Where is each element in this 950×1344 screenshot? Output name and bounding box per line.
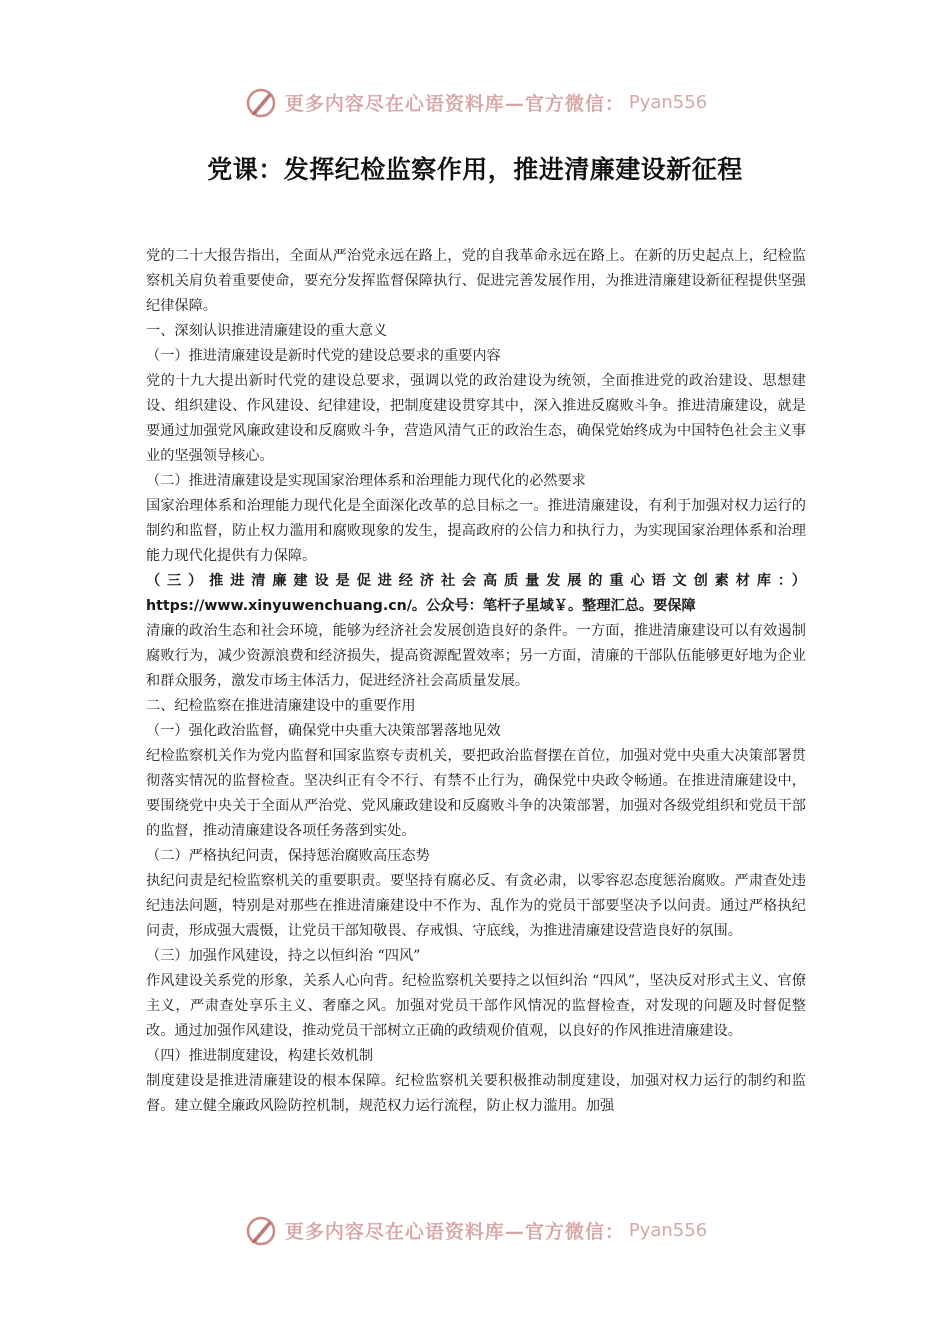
writing-logo-icon — [243, 1212, 279, 1248]
document-body — [146, 244, 806, 1119]
paragraph: 党的十九大提出新时代党的建设总要求，强调以党的政治建设为统领，全面推进党的政治建设、思想建设、组织建设、作风建设、纪律建设，把制度建设贯穿其中，深入推进反腐败斗争。推进清廉建设，就是要通过加强党风廉政建设和反腐败斗争，营造风清气正的政治生态，确保党始终成为中国特色社会主义事业的坚强领导核心。 — [146, 373, 806, 464]
watermark-wechat: Pyan556 — [628, 1219, 708, 1241]
footer-watermark — [0, 1210, 950, 1250]
watermark-text: 更多内容尽在心语资料库—官方微信： — [284, 92, 625, 115]
paragraph: 党的二十大报告指出，全面从严治党永远在路上，党的自我革命永远在路上。在新的历史起点上，纪检监察机关肩负着重要使命，要充分发挥监督保障执行、促进完善发展作用，为推进清廉建设新征程提供坚强纪律保障。 — [146, 248, 806, 314]
subsection-heading-highlight: （三）推进清廉建设是促进经济社会高质量发展的重心语文创素材库：）https://www.xinyuwenchuang.cn/。公众号：笔杆子星域￥。整理汇总。要保障 — [146, 573, 806, 614]
writing-logo-icon — [243, 84, 279, 120]
paragraph: 制度建设是推进清廉建设的根本保障。纪检监察机关要积极推动制度建设，加强对权力运行的制约和监督。建立健全廉政风险防控机制，规范权力运行流程，防止权力滥用。加强 — [146, 1073, 806, 1114]
watermark-wechat: Pyan556 — [628, 91, 708, 113]
paragraph: 国家治理体系和治理能力现代化是全面深化改革的总目标之一。推进清廉建设，有利于加强对权力运行的制约和监督，防止权力滥用和腐败现象的发生，提高政府的公信力和执行力，为实现国家治理体系和治理能力现代化提供有力保障。 — [146, 498, 806, 564]
subsection-heading: （一）强化政治监督，确保党中央重大决策部署落地见效 — [146, 723, 501, 739]
document-title: 党课：发挥纪检监察作用，推进清廉建设新征程 — [207, 155, 743, 184]
subsection-heading: （二）推进清廉建设是实现国家治理体系和治理能力现代化的必然要求 — [146, 473, 586, 489]
paragraph: 清廉的政治生态和社会环境，能够为经济社会发展创造良好的条件。一方面，推进清廉建设可以有效遏制腐败行为，减少资源浪费和经济损失，提高资源配置效率；另一方面，清廉的干部队伍能够更好地为企业和群众服务，激发市场主体活力，促进经济社会高质量发展。 — [146, 623, 806, 689]
watermark-text: 更多内容尽在心语资料库—官方微信： — [284, 1220, 625, 1243]
subsection-heading: （三）加强作风建设，持之以恒纠治 “四风” — [146, 948, 421, 964]
paragraph: 执纪问责是纪检监察机关的重要职责。要坚持有腐必反、有贪必肃，以零容忍态度惩治腐败。严肃查处违纪违法问题，特别是对那些在推进清廉建设中不作为、乱作为的党员干部要坚决予以问责。通过严格执纪问责，形成强大震慑，让党员干部知敬畏、存戒惧、守底线，为推进清廉建设营造良好的氛围。 — [146, 873, 806, 939]
subsection-heading: （二）严格执纪问责，保持惩治腐败高压态势 — [146, 848, 430, 864]
section-heading: 一、深刻认识推进清廉建设的重大意义 — [146, 323, 388, 339]
section-heading: 二、纪检监察在推进清廉建设中的重要作用 — [146, 698, 416, 714]
header-watermark — [0, 82, 950, 122]
subsection-heading: （一）推进清廉建设是新时代党的建设总要求的重要内容 — [146, 348, 501, 364]
paragraph: 作风建设关系党的形象，关系人心向背。纪检监察机关要持之以恒纠治 “四风”，坚决反对形式主义、官僚主义，严肃查处享乐主义、奢靡之风。加强对党员干部作风情况的监督检查，对发现的问题及时督促整改。通过加强作风建设，推动党员干部树立正确的政绩观价值观，以良好的作风推进清廉建设。 — [146, 973, 806, 1039]
subsection-heading: （四）推进制度建设，构建长效机制 — [146, 1048, 374, 1064]
paragraph: 纪检监察机关作为党内监督和国家监察专责机关，要把政治监督摆在首位，加强对党中央重大决策部署贯彻落实情况的监督检查。坚决纠正有令不行、有禁不止行为，确保党中央政令畅通。在推进清廉建设中，要围绕党中央关于全面从严治党、党风廉政建设和反腐败斗争的决策部署，加强对各级党组织和党员干部的监督，推动清廉建设各项任务落到实处。 — [146, 748, 806, 839]
